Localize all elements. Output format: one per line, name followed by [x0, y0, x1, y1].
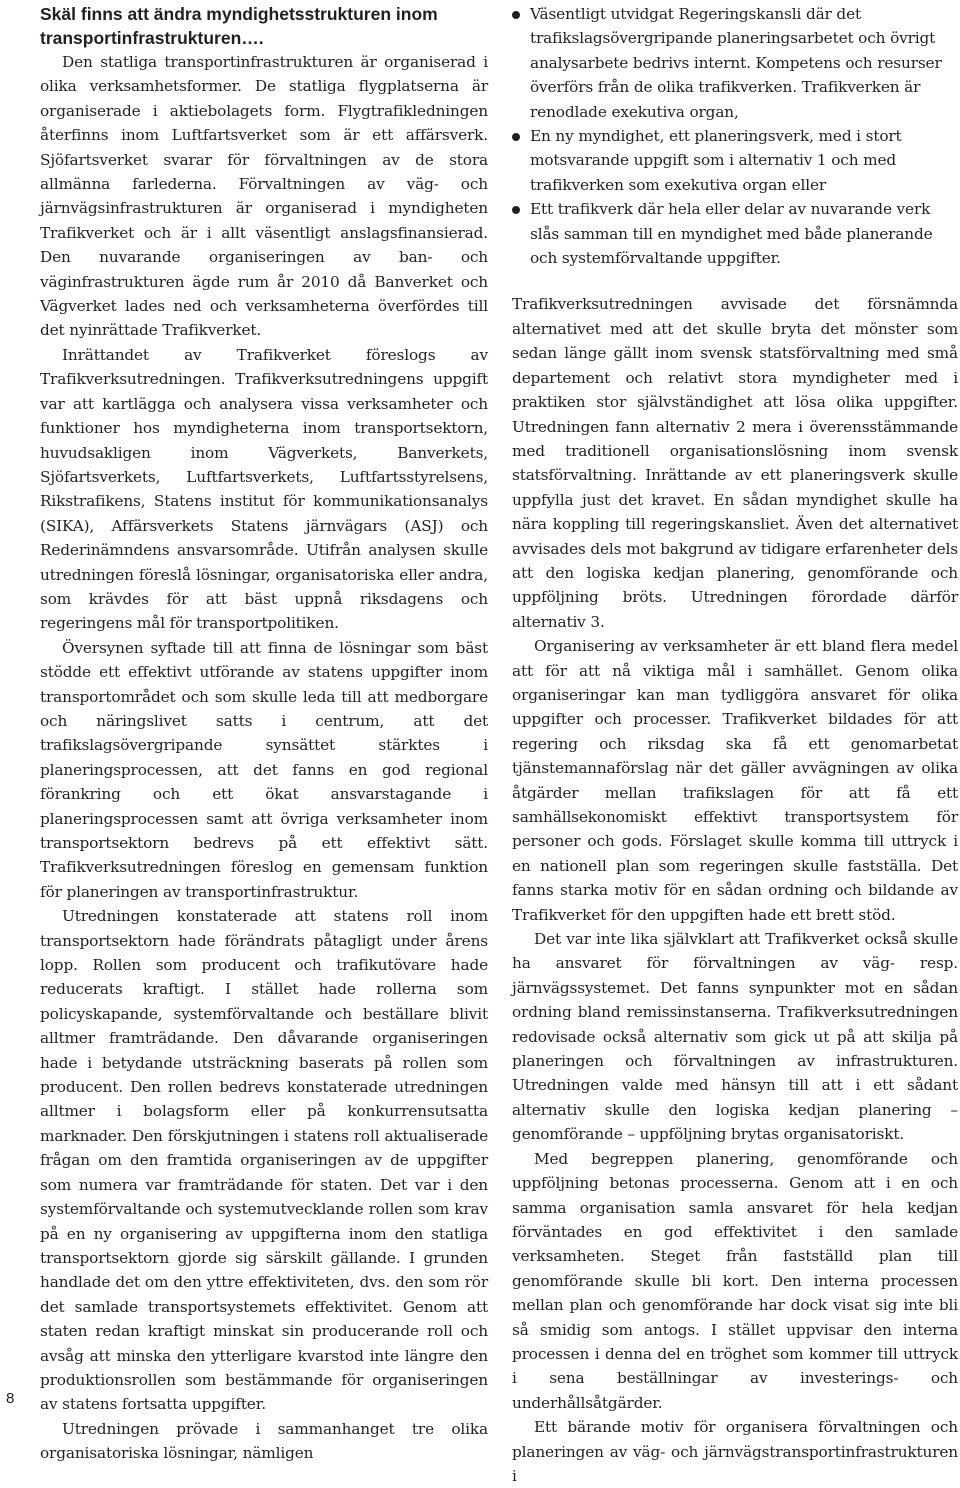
paragraph: Med begreppen planering, genomförande och uppföljning betonas processerna. Genom att i en och samma organisation samla ansvaret för hela kedjan förväntades en god effektivitet i den samlade verksamheten. Steget från fastställd plan till genomförande skulle bli kort. Den interna processen mellan plan och genomförande har dock visat sig inte bli så smidig som antogs. I stället uppvisar den interna processen i denna del en tröghet som kommer till uttryck i sena beställningar av investerings- och underhållsåtgärder.: [512, 1149, 958, 1412]
paragraph: Inrättandet av Trafikverket föreslogs av Trafikverksutredningen. Trafikverksutredningens uppgift var att kartlägga och analysera vissa verksamheter och funktioner hos myndigheterna inom transportsektorn, huvudsakligen inom Vägverkets, Banverkets, Sjöfartsverkets, Luftfartsverkets, Luftfartsstyrelsens, Rikstrafikens, Statens institut för kommunikationsanalys (SIKA), Affärsverkets Statens järnvägars (ASJ) och Rederinämndens ansvarsområde. Utifrån analysen skulle utredningen föreslå lösningar, organisatoriska eller andra, som krävdes för att bäst uppnå riksdagens och regeringens mål för transportpolitiken.: [40, 345, 488, 633]
left-column: [40, 2, 488, 1466]
list-item: Väsentligt utvidgat Regeringskansli där det trafikslagsövergripande planeringsarbetet och övrigt analysarbete bedrivs internt. Kompetens och resurser överförs från de olika trafikverken. Trafikverken är renodlade exekutiva organ,: [512, 2, 958, 124]
paragraph: Utredningen prövade i sammanhanget tre olika organisatoriska lösningar, nämligen: [40, 1419, 488, 1463]
paragraph: Organisering av verksamheter är ett bland flera medel att för att nå viktiga mål i samhället. Genom olika organiseringar kan man tydliggöra ansvaret för olika uppgifter och processer. Trafikverket bildades för att regering och riksdag ska få ett genomarbetat tjänstemannaförslag när det gäller avvägningen av olika åtgärder mellan trafikslagen för att få ett samhällsekonomiskt effektivt transportsystem för personer och gods. Förslaget skulle komma till uttryck i en nationell plan som regeringen skulle fastställa. Det fanns starka motiv för en sådan ordning och bildande av Trafikverket för den uppgiften hade ett brett stöd.: [512, 637, 958, 924]
paragraph: Ett bärande motiv för organisera förvaltningen och planeringen av väg- och järnvägstransportinfrastrukturen i: [512, 1418, 958, 1485]
right-column: [512, 2, 958, 1488]
section-heading: Skäl finns att ändra myndighetsstrukturen inom transportinfrastrukturen….: [40, 4, 438, 48]
paragraph: Utredningen konstaterade att statens roll inom transportsektorn hade förändrats påtagligt under årens lopp. Rollen som producent och trafikutövare hade reducerats kraftigt. I stället hade rollerna som policyskapande, systemförvaltande och beställare blivit alltmer framträdande. Den dåvarande organiseringen hade i betydande utsträckning baserats på rollen som producent. Den rollen bedrevs konstaterade utredningen alltmer i bolagsform eller på konkurrensutsatta marknader. Den förskjutningen i statens roll aktualiserade frågan om den framtida organiseringen av de uppgifter som numera var framträdande för staten. Det var i den systemförvaltande och systemutvecklande rollen som krav på en ny organisering av uppgifterna inom den statliga transportsektorn gjorde sig särskilt gällande. I grunden handlade det om den yttre effektiviteten, dvs. den som rör det samlade transportsystemets effektivitet. Genom att staten redan kraftigt minskat sin producerande roll och avsåg att minska den ytterligare kvarstod inte längre den produktionsrollen som bestämmande för organiseringen av statens fortsatta uppgifter.: [40, 907, 488, 1414]
paragraph: Det var inte lika självklart att Trafikverket också skulle ha ansvaret för förvaltningen av väg- resp. järnvägssystemet. Det fanns synpunkter mot en sådan ordning bland remissinstanserna. Trafikverksutredningen redovisade också alternativ som gick ut på att skilja på planeringen och förvaltningen av infrastrukturen. Utredningen valde med hänsyn till att i ett sådant alternativ skulle den logiska kedjan planering – genomförande – uppföljning brytas organisatoriskt.: [512, 930, 958, 1144]
alternatives-list: [512, 2, 958, 270]
paragraph: Trafikverksutredningen avvisade det försnämnda alternativet med att det skulle bryta det mönster som sedan länge gällt inom svensk statsförvaltning med små departement och relativt stora myndigheter med i praktiken stor självständighet att lösa olika uppgifter. Utredningen fann alternativ 2 mera i överensstämmande med traditionell organisationslösning inom svensk statsförvaltning. Inrättande av ett planeringsverk skulle uppfylla just det kravet. En sådan myndighet skulle ha nära koppling till regeringskansliet. Även det alternativet avvisades dels mot bakgrund av tidigare erfarenheter dels att den logiska kedjan planering, genomförande och uppföljning bröts. Utredningen förordade därför alternativ 3.: [512, 295, 958, 631]
paragraph: Översynen syftade till att finna de lösningar som bäst stödde ett effektivt utförande av statens uppgifter inom transportområdet och som skulle leda till att medborgare och näringslivet satts i centrum, att det trafikslagsövergripande synsättet stärktes i planeringsprocessen, att det fanns en god regional förankring och ett ökat ansvarstagande i planeringsprocessen samt att övriga verksamheter inom transportsektorn bedrevs på ett effektivt sätt. Trafikverksutredningen föreslog en gemensam funktion för planeringen av transportinfrastruktur.: [40, 638, 488, 901]
list-item: Ett trafikverk där hela eller delar av nuvarande verk slås samman till en myndighet med både planerande och systemförvaltande uppgifter.: [512, 197, 958, 270]
list-item: En ny myndighet, ett planeringsverk, med i stort motsvarande uppgift som i alternativ 1 och med trafikverken som exekutiva organ eller: [512, 124, 958, 197]
paragraph: Den statliga transportinfrastrukturen är organiserad i olika verksamhetsformer. De statliga flygplatserna är organiserade i aktiebolagets form. Flygtrafikledningen återfinns inom Luftfartsverket som är ett affärsverk. Sjöfartsverket svarar för förvaltningen av de stora allmänna farlederna. Förvaltningen av väg- och järnvägsinfrastrukturen är organiserad i myndigheten Trafikverket och är i allt väsentligt anslagsfinansierad. Den nuvarande organiseringen av ban- och väginfrastrukturen ägde rum år 2010 då Banverket och Vägverket lades ned och verksamheterna överfördes till det nyinrättade Trafikverket.: [40, 53, 488, 340]
page-number: 8: [6, 1390, 15, 1407]
